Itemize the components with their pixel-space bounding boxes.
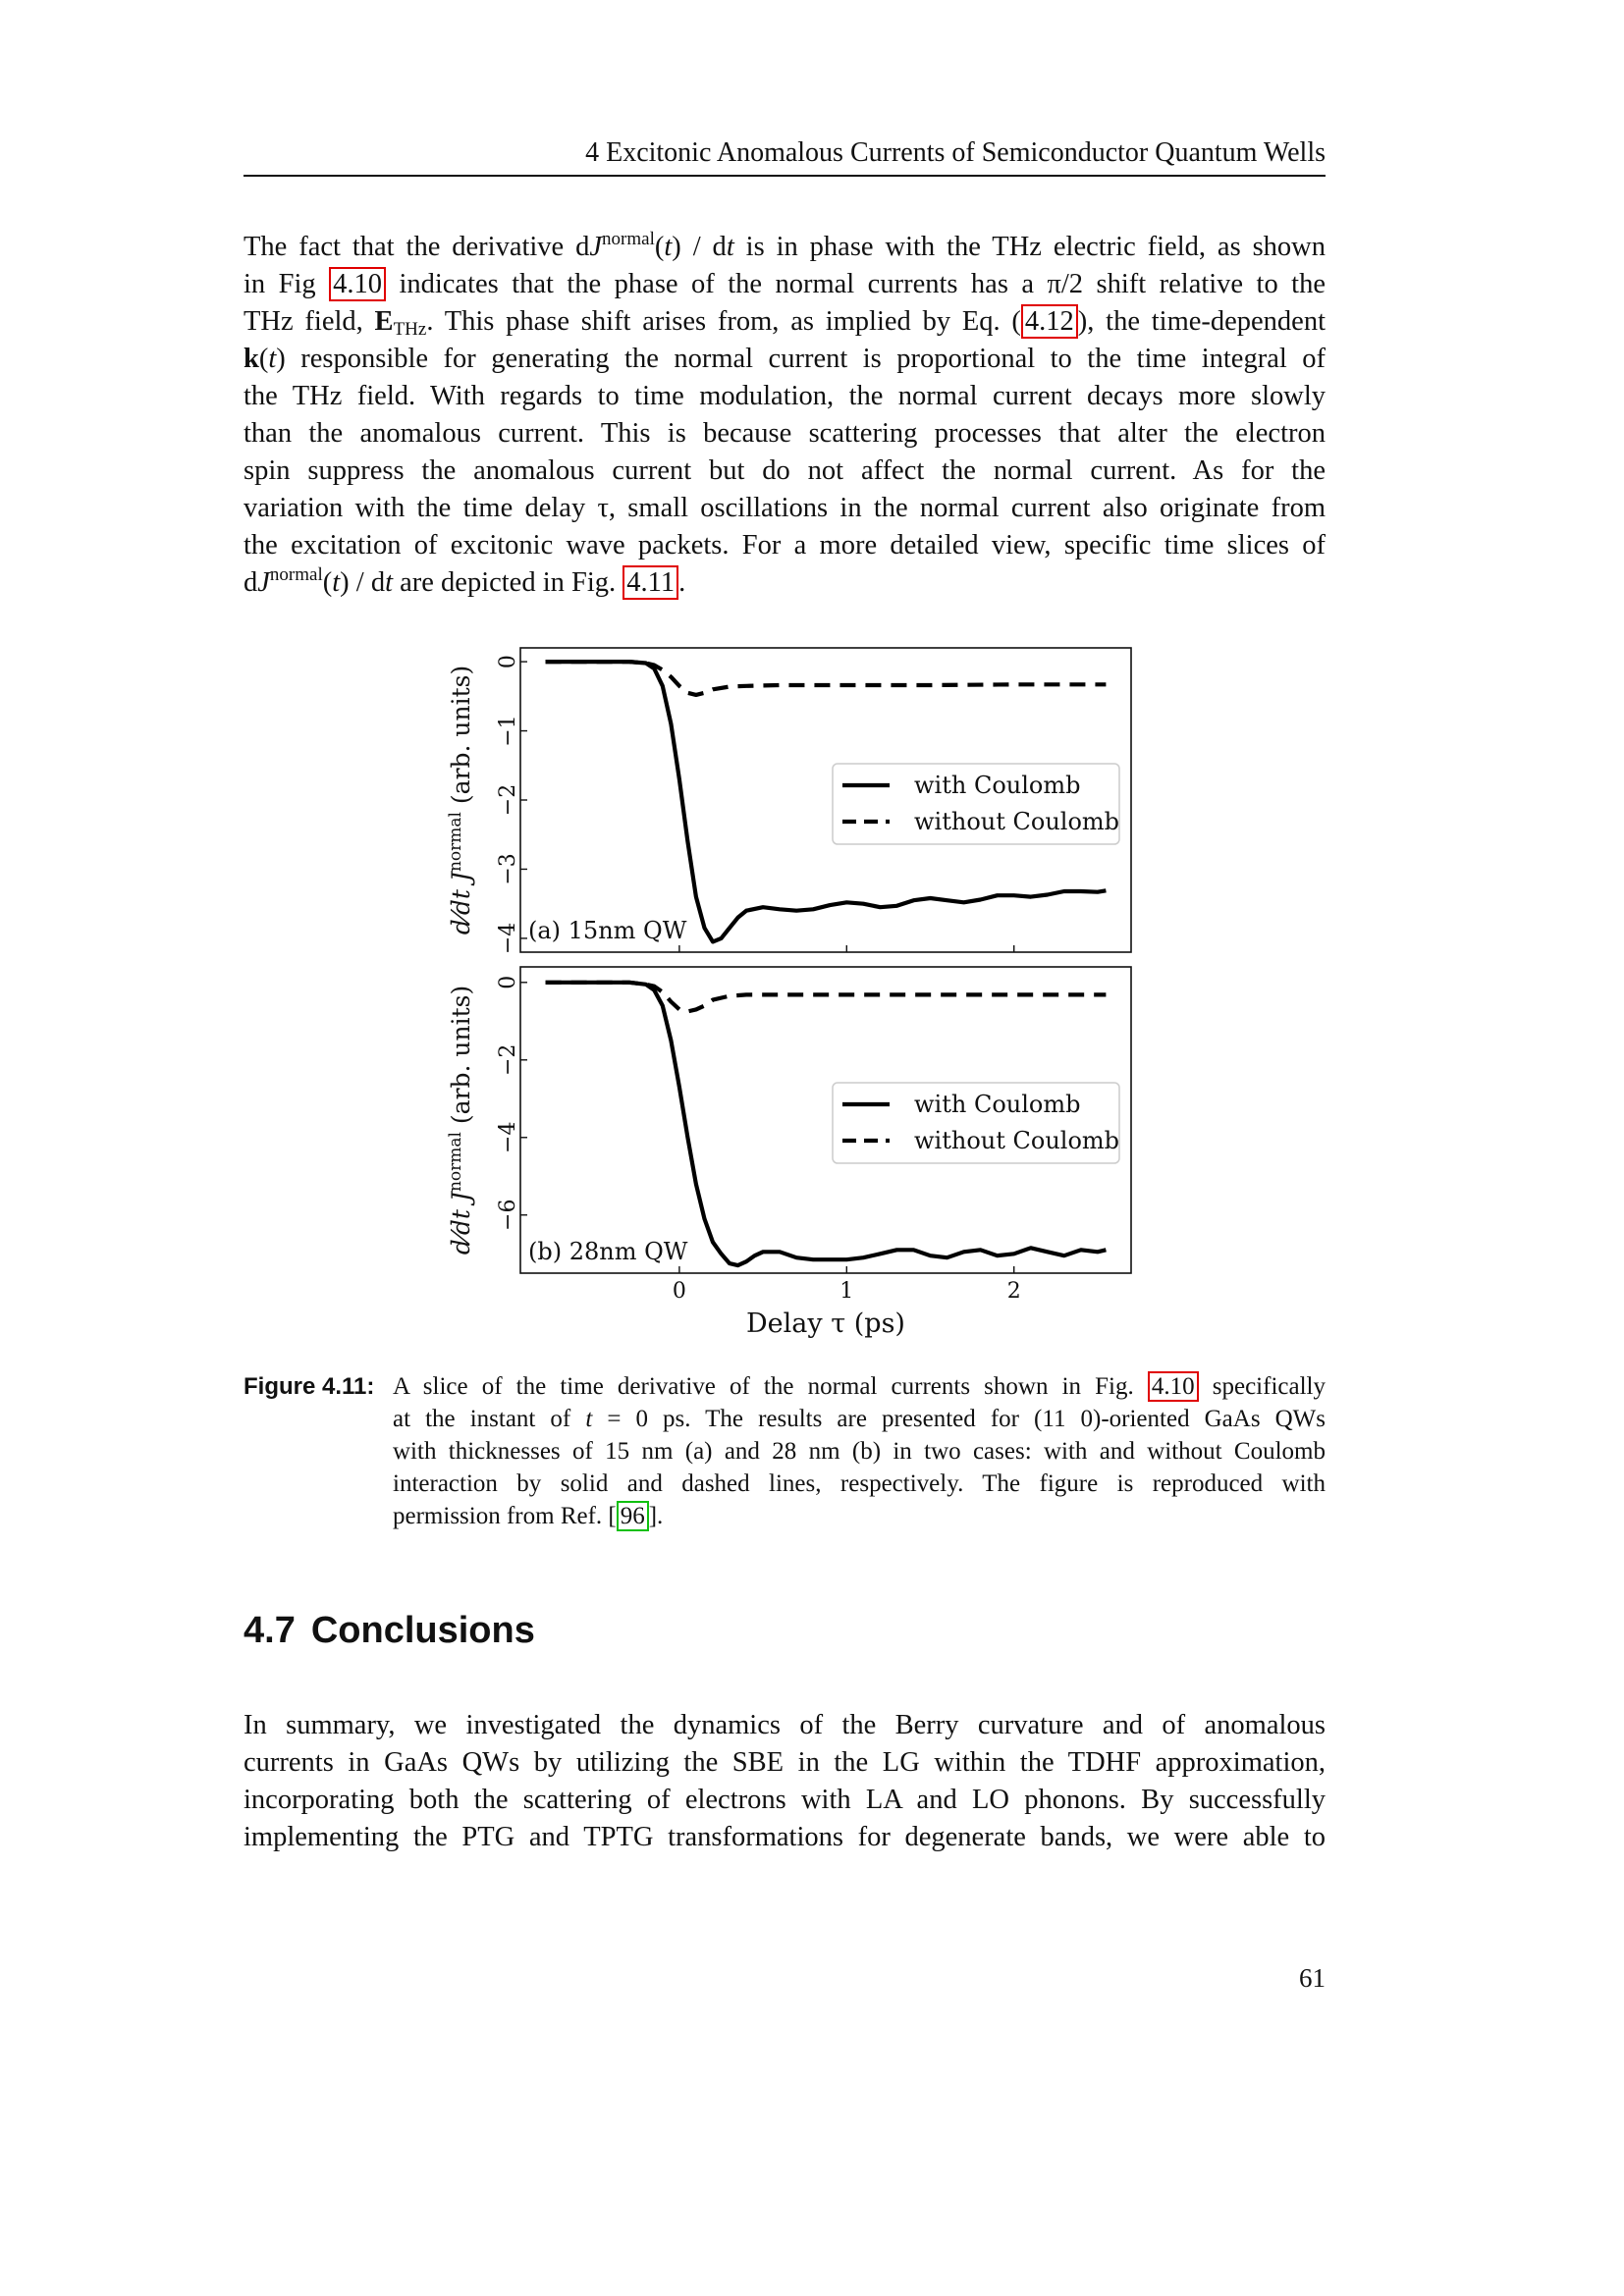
caption-line: permission from Ref. [ 96 ]. [393,1503,664,1529]
paragraph-1 [244,229,1326,602]
paragraph-2 [244,1707,1326,1856]
x-tick-label: 2 [1006,1279,1021,1304]
text-line: in Fig 4.10 indicates that the phase of the normal currents has a π/2 shift relative to the [244,269,1326,299]
y-axis-label-part: J [447,872,475,882]
figure-ref-link[interactable]: 4.10 [1148,1371,1199,1402]
page-number: 61 [1299,1963,1326,1993]
y-axis-label-part: (arb. units) [447,985,475,1133]
text-line: variation with the time delay τ, small oscillations in the normal current also originate from [244,493,1326,523]
legend-label: with Coulomb [914,772,1081,799]
y-tick-label: −3 [496,853,520,885]
legend-label: with Coulomb [914,1091,1081,1118]
y-axis-label-part: d⁄dt [447,1201,475,1255]
section-heading [244,1610,535,1652]
y-axis-label-part: J [447,1192,475,1202]
y-axis-label-part: normal [446,1132,465,1193]
text-line: currents in GaAs QWs by utilizing the SBE in the LG within the TDHF approximation, [244,1747,1326,1778]
equation-ref-link[interactable]: 4.12 [1021,304,1078,339]
y-axis-label [446,986,475,1255]
text-line: spin suppress the anomalous current but do not affect the normal current. As for the [244,455,1326,486]
y-axis-label-part: d⁄dt [447,881,475,935]
text-line: the excitation of excitonic wave packets. For a more detailed view, specific time slices of [244,530,1326,561]
caption-label: Figure 4.11: [244,1373,375,1400]
section-title: Conclusions [310,1610,535,1651]
text-line: The fact that the derivative $dJ^{normal}(t)$ / dt is in phase with the THz electric field, as shown [244,229,1326,262]
legend-label: without Coulomb [914,1127,1120,1154]
y-tick-label: −2 [496,783,520,817]
y-tick-label: −1 [496,715,520,747]
caption-text [393,1370,1326,1532]
caption-line: A slice of the time derivative of the normal currents shown in Fig. 4.10 specifically [393,1373,1326,1400]
panel-label: (b) 28nm QW [528,1238,688,1265]
y-axis-label [446,666,475,935]
text-line: $dJ^{normal}(t)$ / dt are depicted in Fig. 4.11 . [244,564,686,598]
y-axis-label-text [446,986,475,1255]
series-without-coulomb [546,983,1107,1012]
text-line: than the anomalous current. This is because scattering processes that alter the electron [244,418,1326,449]
y-axis-label-part: normal [446,812,465,873]
section-number: 4.7 [244,1610,296,1651]
y-tick-label: −4 [496,1121,520,1153]
text-line: In summary, we investigated the dynamics of the Berry curvature and of anomalous [244,1710,1326,1740]
y-axis-label-part: (arb. units) [447,665,475,813]
y-axis-label-text [446,666,475,935]
citation-link[interactable]: 96 [617,1501,649,1531]
x-axis-label: Delay τ (ps) [746,1308,905,1339]
y-tick-label: −6 [496,1199,520,1231]
text-line: THz field, $E_{THz}$. This phase shift arises from, as implied by Eq. ( 4.12 ), the time-dependent [244,306,1326,340]
caption-line: interaction by solid and dashed lines, respectively. The figure is reproduced with [393,1470,1326,1497]
y-tick-label: 0 [496,655,520,669]
x-tick-label: 0 [672,1279,686,1304]
figure-ref-link[interactable]: 4.10 [329,267,386,301]
text-line: incorporating both the scattering of electrons with LA and LO phonons. By successfully [244,1785,1326,1815]
figure-ref-link[interactable]: 4.11 [623,565,678,600]
legend-label: without Coulomb [914,808,1120,835]
running-header: 4 Excitonic Anomalous Currents of Semiconductor Quantum Wells [585,137,1326,168]
caption-line: with thicknesses of 15 nm (a) and 28 nm (b) in two cases: with and without Coulomb [393,1438,1326,1465]
panel-label: (a) 15nm QW [528,917,687,944]
caption-line: at the instant of t = 0 ps. The results are presented for (11 0)-oriented GaAs QWs [393,1406,1326,1432]
text-line: implementing the PTG and TPTG transformations for degenerate bands, we were able to [244,1822,1326,1852]
x-tick-label: 1 [839,1279,854,1304]
header-rule [244,175,1326,177]
y-tick-label: −4 [496,922,520,955]
y-tick-label: −2 [496,1043,520,1077]
y-tick-label: 0 [496,975,520,989]
series-without-coulomb [546,662,1107,695]
figure-4-11 [422,628,1149,1345]
text-line: the THz field. With regards to time modulation, the normal current decays more slowly [244,381,1326,411]
text-line: k(t) responsible for generating the normal current is proportional to the time integral of [244,344,1326,374]
